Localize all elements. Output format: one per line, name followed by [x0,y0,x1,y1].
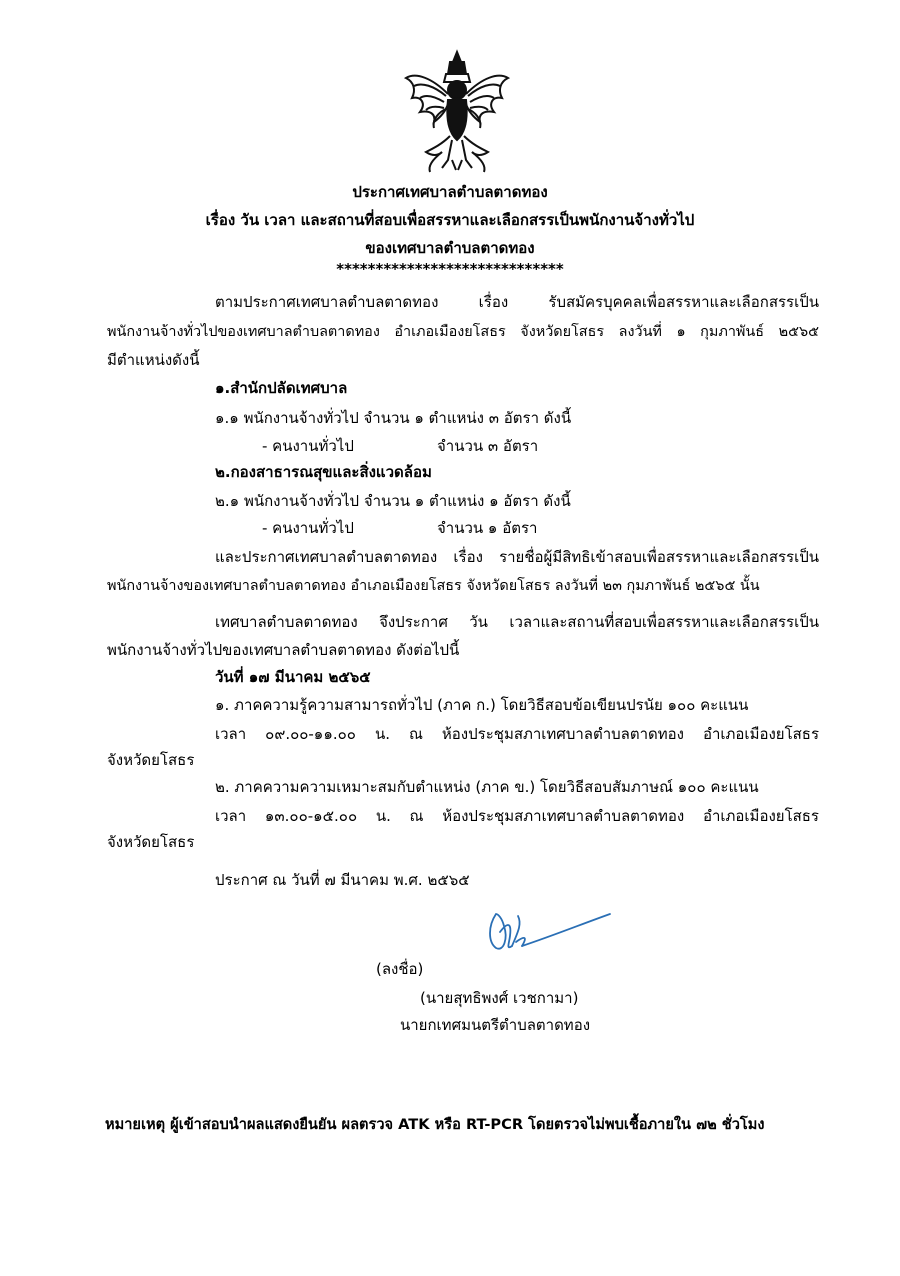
intro-line-1: ตามประกาศเทศบาลตำบลตาดทอง เรื่อง รับสมัครบุคคลเพื่อสรรหาและเลือกสรรเป็น [215,293,819,311]
document-org: ของเทศบาลตำบลตาดทอง [365,239,535,257]
exam-part-1-province: จังหวัดยโสธร [107,751,195,769]
document-title: ประกาศเทศบาลตำบลตาดทอง [352,183,548,201]
garuda-seal-icon [402,48,512,176]
exam-date: วันที่ ๑๗ มีนาคม ๒๕๖๕ [215,668,371,686]
star-divider: ***************************** [336,260,564,278]
section-2-sub-count: จำนวน ๑ อัตรา [437,519,538,537]
para3-line-2: พนักงานจ้างทั่วไปของเทศบาลตำบลตาดทอง ดังต่อไปนี้ [107,641,460,659]
signer-name: (นายสุทธิพงศ์ เวชกามา) [420,989,579,1007]
intro-line-2: พนักงานจ้างทั่วไปของเทศบาลตำบลตาดทอง อำเภอเมืองยโสธร จังหวัดยโสธร ลงวันที่ ๑ กุมภาพันธ์ ๒๕๖๕ [107,324,819,340]
exam-part-2: ๒. ภาคความความเหมาะสมกับตำแหน่ง (ภาค ข.) โดยวิธีสอบสัมภาษณ์ ๑๐๐ คะแนน [215,778,759,796]
exam-part-2-time: เวลา ๑๓.๐๐-๑๕.๐๐ น. ณ ห้องประชุมสภาเทศบาลตำบลตาดทอง อำเภอเมืองยโสธร [215,807,819,825]
section-1-sub-count: จำนวน ๓ อัตรา [437,437,539,455]
section-2-item: ๒.๑ พนักงานจ้างทั่วไป จำนวน ๑ ตำแหน่ง ๑ อัตรา ดังนี้ [215,492,571,510]
para3-line-1: เทศบาลตำบลตาดทอง จึงประกาศ วัน เวลาและสถานที่สอบเพื่อสรรหาและเลือกสรรเป็น [215,613,819,631]
section-1-sub-label: - คนงานทั่วไป [262,437,354,455]
announce-date: ประกาศ ณ วันที่ ๗ มีนาคม พ.ศ. ๒๕๖๕ [215,871,470,889]
para2-line-1: และประกาศเทศบาลตำบลตาดทอง เรื่อง รายชื่อผู้มีสิทธิเข้าสอบเพื่อสรรหาและเลือกสรรเป็น [215,548,819,566]
section-2-sub-label: - คนงานทั่วไป [262,519,354,537]
exam-part-1: ๑. ภาคความรู้ความสามารถทั่วไป (ภาค ก.) โดยวิธีสอบข้อเขียนปรนัย ๑๐๐ คะแนน [215,696,749,714]
section-1-heading: ๑.สำนักปลัดเทศบาล [215,379,348,397]
exam-part-2-province: จังหวัดยโสธร [107,833,195,851]
section-2-heading: ๒.กองสาธารณสุขและสิ่งแวดล้อม [215,463,432,481]
sign-label: (ลงชื่อ) [376,960,424,978]
signer-position: นายกเทศมนตรีตำบลตาดทอง [400,1016,591,1034]
para2-line-2: พนักงานจ้างของเทศบาลตำบลตาดทอง อำเภอเมืองยโสธร จังหวัดยโสธร ลงวันที่ ๒๓ กุมภาพันธ์ ๒๕๖๕ นั้น [107,578,760,594]
exam-part-1-time: เวลา ๐๙.๐๐-๑๑.๐๐ น. ณ ห้องประชุมสภาเทศบาลตำบลตาดทอง อำเภอเมืองยโสธร [215,725,819,743]
signature-icon [482,902,612,962]
intro-line-3: มีตำแหน่งดังนี้ [107,351,200,369]
document-subject: เรื่อง วัน เวลา และสถานที่สอบเพื่อสรรหาและเลือกสรรเป็นพนักงานจ้างทั่วไป [205,211,695,229]
footer-note: หมายเหตุ ผู้เข้าสอบนำผลแสดงยืนยัน ผลตรวจ ATK หรือ RT-PCR โดยตรวจไม่พบเชื้อภายใน ๗๒ ชั่วโมง [105,1116,765,1133]
section-1-item: ๑.๑ พนักงานจ้างทั่วไป จำนวน ๑ ตำแหน่ง ๓ อัตรา ดังนี้ [215,409,572,427]
